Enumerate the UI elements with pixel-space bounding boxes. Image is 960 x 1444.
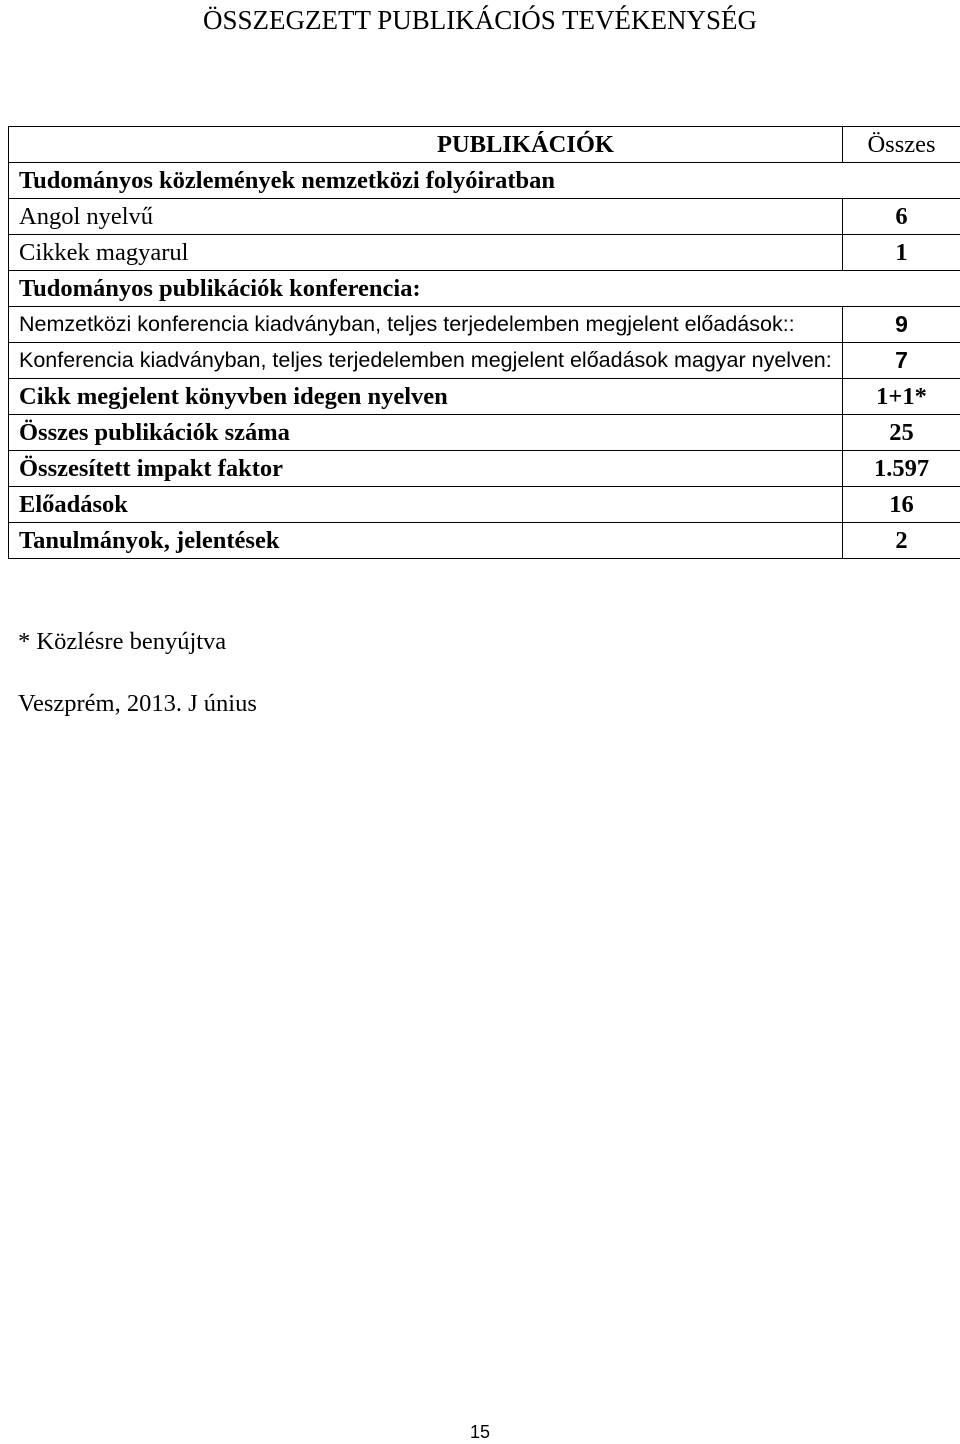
row-label: Cikkek magyarul <box>9 235 843 271</box>
table-header-row <box>9 127 960 163</box>
row-label: Összesített impakt faktor <box>9 451 843 487</box>
row-label: Tanulmányok, jelentések <box>9 523 843 559</box>
table-row <box>9 307 960 343</box>
header-label: PUBLIKÁCIÓK <box>9 127 843 163</box>
row-value: 16 <box>843 487 960 523</box>
table-row <box>9 271 960 307</box>
table-row <box>9 487 960 523</box>
row-value: 2 <box>843 523 960 559</box>
row-label: Nemzetközi konferencia kiadványban, teljes terjedelemben megjelent előadások:: <box>9 307 843 343</box>
row-value: 25 <box>843 415 960 451</box>
publications-table <box>8 126 960 559</box>
row-label: Tudományos publikációk konferencia: <box>9 271 960 307</box>
header-column-total: Összes <box>843 127 960 163</box>
page-number: 15 <box>469 1422 491 1442</box>
row-label: Cikk megjelent könyvben idegen nyelven <box>9 379 843 415</box>
table-row <box>9 235 960 271</box>
row-value: 1+1* <box>843 379 960 415</box>
table-row <box>9 379 960 415</box>
row-label: Összes publikációk száma <box>9 415 843 451</box>
document-title: ÖSSZEGZETT PUBLIKÁCIÓS TEVÉKENYSÉG <box>202 5 757 35</box>
table-row <box>9 199 960 235</box>
row-value: 7 <box>843 343 960 379</box>
place-date: Veszprém, 2013. J únius <box>18 690 257 717</box>
row-label: Konferencia kiadványban, teljes terjedelemben megjelent előadások magyar nyelven: <box>9 343 843 379</box>
row-label: Előadások <box>9 487 843 523</box>
footnote: * Közlésre benyújtva <box>18 628 227 655</box>
row-label: Angol nyelvű <box>9 199 843 235</box>
table-row <box>9 343 960 379</box>
row-label: Tudományos közlemények nemzetközi folyóiratban <box>9 163 960 199</box>
row-value: 1 <box>843 235 960 271</box>
table-row <box>9 523 960 559</box>
row-value: 6 <box>843 199 960 235</box>
table-row <box>9 451 960 487</box>
table-row <box>9 163 960 199</box>
row-value: 9 <box>843 307 960 343</box>
table-row <box>9 415 960 451</box>
row-value: 1.597 <box>843 451 960 487</box>
